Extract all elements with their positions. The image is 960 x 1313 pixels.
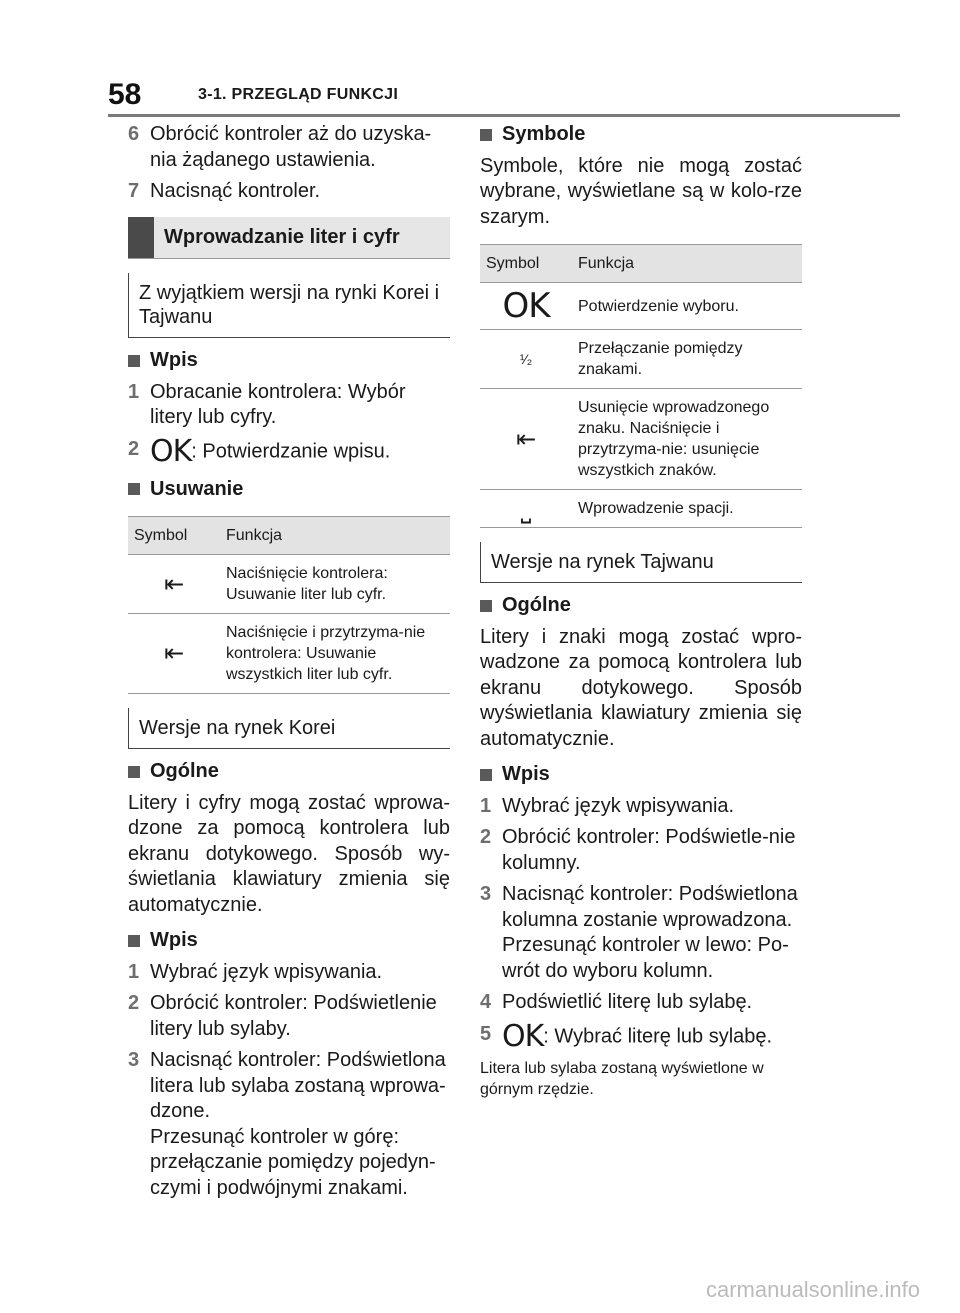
heading-wpis-korea: Wpis	[128, 928, 450, 954]
space-icon: ⎵	[480, 490, 572, 528]
ogolne-text: Litery i cyfry mogą zostać wprowa-dzone za pomocą kontrolera lub ekranu dotykowego. Sposób wy-świetlania klawiatury zmienia się automatycznie.	[128, 791, 450, 916]
taiwan-step-3: 3 Nacisnąć kontroler: Podświetlona kolumna zostanie wprowadzona. Przesunąć kontroler w lewo: Po-wrót do wyboru kolumn.	[480, 883, 798, 982]
delete-symbol-table: Symbol Funkcja ⇤ Naciśnięcie kontrolera: Usuwanie liter lub cyfr. ⇤ Naciśnięcie i przytrzyma-nie kontrolera: Usuwanie wszystkich liter lub cyfr.	[128, 516, 450, 694]
heading-ogolne: Ogólne	[128, 759, 450, 785]
final-note: Litera lub sylaba zostaną wyświetlone w górnym rzędzie.	[480, 1059, 764, 1098]
switch-chars-icon: ¹⁄₂	[480, 330, 572, 389]
taiwan-step-5: 5 OK: Wybrać literę lub sylabę.	[480, 1018, 773, 1054]
symbole-text: Symbole, które nie mogą zostać wybrane, wyświetlane są w kolo-rze szarym.	[480, 154, 802, 228]
note-taiwan: Wersje na rynek Tajwanu	[480, 542, 802, 583]
taiwan-step-1: 1 Wybrać język wpisywania.	[480, 794, 735, 817]
step-7: 7 Nacisnąć kontroler.	[128, 180, 321, 202]
table-row: ⇤ Naciśnięcie kontrolera: Usuwanie liter lub cyfr.	[128, 555, 450, 614]
note-korea: Wersje na rynek Korei	[128, 708, 450, 749]
table-row: ⇤ Usunięcie wprowadzonego znaku. Naciśnięcie i przytrzyma-nie: usunięcie wszystkich znaków.	[480, 389, 802, 490]
symbol-table: Symbol Funkcja OK Potwierdzenie wyboru. ¹⁄₂ Przełączanie pomiędzy znakami. ⇤ Usunięcie wprowadzonego znaku. Naciśnięcie i przytrzyma-nie: usunięcie wszystkich znaków. ⎵ Wprowadzenie spacji.	[480, 244, 802, 528]
korea-step-1: 1 Wybrać język wpisywania.	[128, 960, 383, 983]
right-column	[480, 122, 802, 1100]
table-row: OK Potwierdzenie wyboru.	[480, 283, 802, 330]
delete-icon: ⇤	[128, 555, 220, 614]
korea-step-2: 2 Obrócić kontroler: Podświetlenie litery lub sylaby.	[128, 992, 437, 1040]
heading-usuwanie: Usuwanie	[128, 477, 450, 503]
section-box-heading: Wprowadzanie liter i cyfr	[128, 217, 450, 260]
heading-wpis-taiwan: Wpis	[480, 762, 802, 788]
table-row: ¹⁄₂ Przełączanie pomiędzy znakami.	[480, 330, 802, 389]
wpis-step-1: 1 Obracanie kontrolera: Wybór litery lub cyfry.	[128, 380, 406, 428]
ok-icon: OK	[502, 1018, 544, 1054]
delete-icon: ⇤	[128, 614, 220, 694]
ok-icon: OK	[502, 286, 550, 326]
ogolne-taiwan-text: Litery i znaki mogą zostać wpro-wadzone za pomocą kontrolera lub ekranu dotykowego. Sposób wyświetlania klawiatury zmienia się automatycznie.	[480, 625, 802, 750]
ok-icon: OK	[150, 433, 192, 469]
heading-wpis: Wpis	[128, 348, 450, 374]
korea-step-3: 3 Nacisnąć kontroler: Podświetlona litera lub sylaba zostaną wprowa-dzone. Przesunąć kontroler w górę: przełączanie pomiędzy pojedyn-czymi i podwójnymi znakami.	[128, 1049, 446, 1199]
left-column	[128, 122, 450, 1207]
section-title: 3-1. PRZEGLĄD FUNKCJI	[198, 86, 399, 103]
heading-symbole: Symbole	[480, 122, 802, 148]
heading-ogolne-taiwan: Ogólne	[480, 593, 802, 619]
taiwan-step-4: 4 Podświetlić literę lub sylabę.	[480, 991, 753, 1013]
header-rule	[108, 114, 900, 117]
step-6: 6 Obrócić kontroler aż do uzyska-nia żądanego ustawienia.	[128, 123, 432, 171]
page-number: 58	[108, 78, 142, 111]
table-row: ⎵ Wprowadzenie spacji.	[480, 490, 802, 528]
wpis-step-2: 2 OK: Potwierdzanie wpisu.	[128, 433, 391, 469]
watermark: carmanualsonline.info	[705, 1277, 920, 1302]
note-except-korea-taiwan: Z wyjątkiem wersji na rynki Korei i Tajwanu	[128, 273, 450, 338]
delete-icon: ⇤	[480, 389, 572, 490]
table-row: ⇤ Naciśnięcie i przytrzyma-nie kontrolera: Usuwanie wszystkich liter lub cyfr.	[128, 614, 450, 694]
taiwan-step-2: 2 Obrócić kontroler: Podświetle-nie kolumny.	[480, 826, 796, 874]
